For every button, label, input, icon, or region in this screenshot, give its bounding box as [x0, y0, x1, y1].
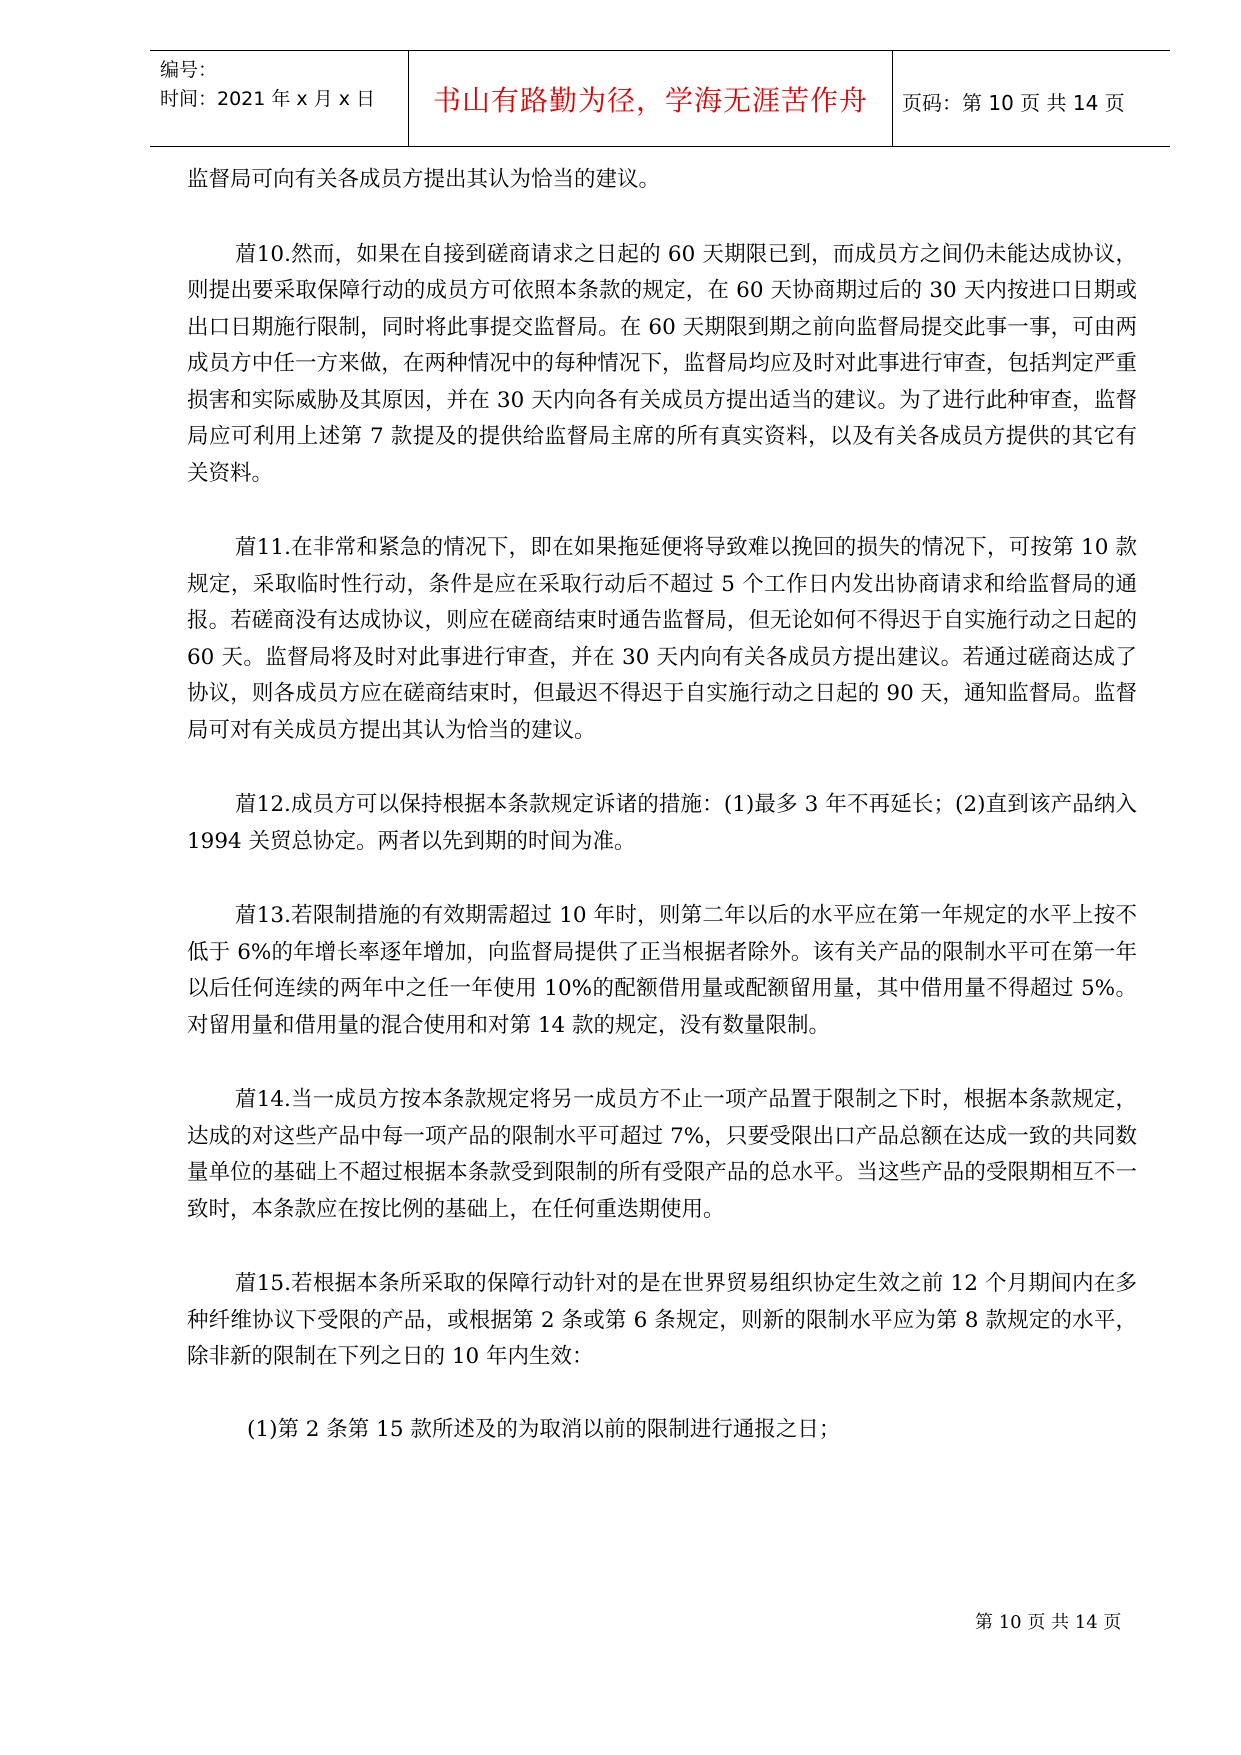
- paragraph-14: 葿14.当一成员方按本条款规定将另一成员方不止一项产品置于限制之下时，根据本条款规定，达成的对这些产品中每一项产品的限制水平可超过 7%，只要受限出口产品总额在达成一致的共同数量单位的基础上不超过根据本条款受到限制的所有受限产品的总水平。当这些产品的受限期相互不一致时，本条款应在按比例的基础上，在任何重迭期使用。: [187, 1087, 1137, 1222]
- paragraph-continuation: 监督局可向有关各成员方提出其认为恰当的建议。: [187, 167, 661, 192]
- list-item-1: (1)第 2 条第 15 款所述及的为取消以前的限制进行通报之日；: [247, 1416, 841, 1442]
- document-number-label: 编号：: [160, 59, 218, 81]
- paragraph-12: 葿12.成员方可以保持根据本条款规定诉诸的措施：(1)最多 3 年不再延长；(2)直到该产品纳入 1994 关贸总协定。两者以先到期的时间为准。: [187, 792, 1137, 854]
- paragraph-13: 葿13.若限制措施的有效期需超过 10 年时，则第二年以后的水平应在第一年规定的水平上按不低于 6%的年增长率逐年增加，向监督局提供了正当根据者除外。该有关产品的限制水平可在第一年以后任何连续的两年中之任一年使用 10%的配额借用量或配额留用量，其中借用量不得超过 5%。对留用量和借用量的混合使用和对第 14 款的规定，没有数量限制。: [187, 903, 1137, 1038]
- header-motto-cell: [408, 51, 893, 146]
- paragraph-15: 葿15.若根据本条所采取的保障行动针对的是在世界贸易组织协定生效之前 12 个月期间内在多种纤维协议下受限的产品，或根据第 2 条或第 6 条规定，则新的限制水平应为第 8 款规定的水平，除非新的限制在下列之日的 10 年内生效：: [187, 1271, 1137, 1369]
- page-header: [150, 50, 1170, 147]
- header-page-cell: [892, 51, 1170, 146]
- header-info-cell: [150, 51, 408, 146]
- header-page-code: 页码：第 10 页 共 14 页: [902, 91, 1125, 115]
- document-time-label: 时间：2021 年 x 月 x 日: [160, 88, 376, 110]
- header-motto: 书山有路勤为径，学海无涯苦作舟: [432, 84, 868, 117]
- paragraph-11: 葿11.在非常和紧急的情况下，即在如果拖延便将导致难以挽回的损失的情况下，可按第 10 款规定，采取临时性行动，条件是应在采取行动后不超过 5 个工作日内发出协商请求和给监督局的通报。若磋商没有达成协议，则应在磋商结束时通告监督局，但无论如何不得迟于自实施行动之日起的 60 天。监督局将及时对此事进行审查，并在 30 天内向有关各成员方提出建议。若通过磋商达成了协议，则各成员方应在磋商结束时，但最迟不得迟于自实施行动之日起的 90 天，通知监督局。监督局可对有关成员方提出其认为恰当的建议。: [187, 535, 1137, 743]
- page-footer: 第 10 页 共 14 页: [975, 1612, 1122, 1633]
- document-body: [187, 162, 1137, 1448]
- paragraph-10: 葿10.然而，如果在自接到磋商请求之日起的 60 天期限已到，而成员方之间仍未能达成协议，则提出要采取保障行动的成员方可依照本条款的规定，在 60 天协商期过后的 30 天内按进口日期或出口日期施行限制，同时将此事提交监督局。在 60 天期限到期之前向监督局提交此事一事，可由两成员方中任一方来做，在两种情况中的每种情况下，监督局均应及时对此事进行审查，包括判定严重损害和实际威胁及其原因，并在 30 天内向各有关成员方提出适当的建议。为了进行此种审查，监督局应可利用上述第 7 款提及的提供给监督局主席的所有真实资料，以及有关各成员方提供的其它有关资料。: [187, 241, 1137, 486]
